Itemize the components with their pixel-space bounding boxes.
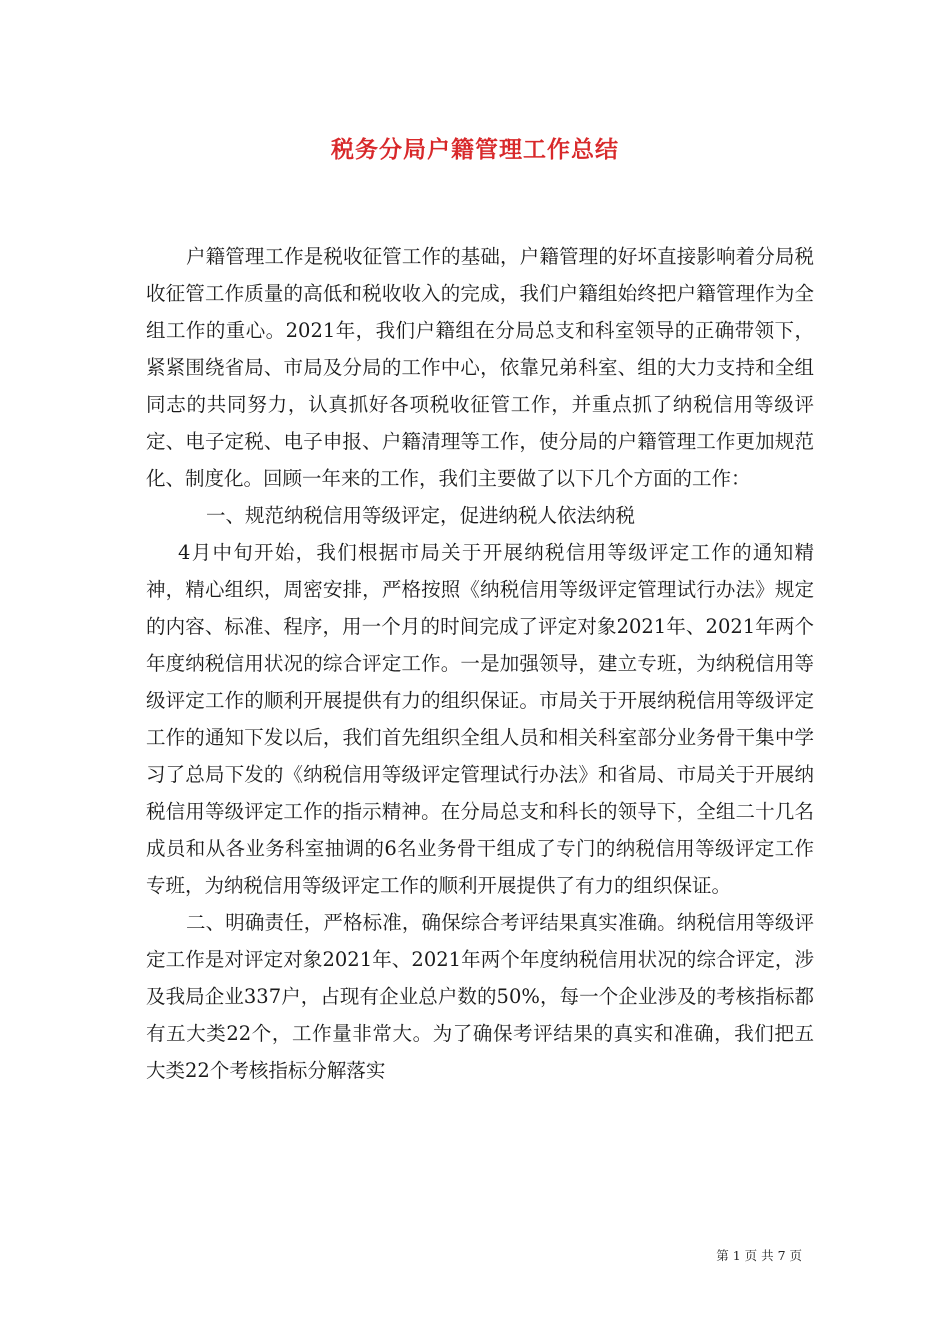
section-heading-1: 一、规范纳税信用等级评定，促进纳税人依法纳税 [206, 504, 636, 527]
page-number-footer: 第 1 页 共 7 页 [716, 1248, 802, 1263]
paragraph-intro: 户籍管理工作是税收征管工作的基础，户籍管理的好坏直接影响着分局税收征管工作质量的高低和税收收入的完成，我们户籍组始终把户籍管理作为全组工作的重心。2021年，我们户籍组在分局总支和科室领导的正确带领下，紧紧围绕省局、市局及分局的工作中心，依靠兄弟科室、组的大力支持和全组同志的共同努力，认真抓好各项税收征管工作，并重点抓了纳税信用等级评定、电子定税、电子申报、户籍清理等工作，使分局的户籍管理工作更加规范化、制度化。回顾一年来的工作，我们主要做了以下几个方面的工作： [146, 245, 814, 490]
paragraph-section-2: 二、明确责任，严格标准，确保综合考评结果真实准确。纳税信用等级评定工作是对评定对象2021年、2021年两个年度纳税信用状况的综合评定，涉及我局企业337户，占现有企业总户数的50%，每一个企业涉及的考核指标都有五大类22个，工作量非常大。为了确保考评结果的真实和准确，我们把五大类22个考核指标分解落实 [146, 911, 814, 1082]
paragraph-section-1: 4月中旬开始，我们根据市局关于开展纳税信用等级评定工作的通知精神，精心组织，周密安排，严格按照《纳税信用等级评定管理试行办法》规定的内容、标准、程序，用一个月的时间完成了评定对象2021年、2021年两个年度纳税信用状况的综合评定工作。一是加强领导，建立专班，为纳税信用等级评定工作的顺利开展提供有力的组织保证。市局关于开展纳税信用等级评定工作的通知下发以后，我们首先组织全组人员和相关科室部分业务骨干集中学习了总局下发的《纳税信用等级评定管理试行办法》和省局、市局关于开展纳税信用等级评定工作的指示精神。在分局总支和科长的领导下，全组二十几名成员和从各业务科室抽调的6名业务骨干组成了专门的纳税信用等级评定工作专班，为纳税信用等级评定工作的顺利开展提供了有力的组织保证。 [146, 541, 814, 897]
document-body [146, 238, 814, 1089]
document-title: 税务分局户籍管理工作总结 [331, 136, 619, 163]
